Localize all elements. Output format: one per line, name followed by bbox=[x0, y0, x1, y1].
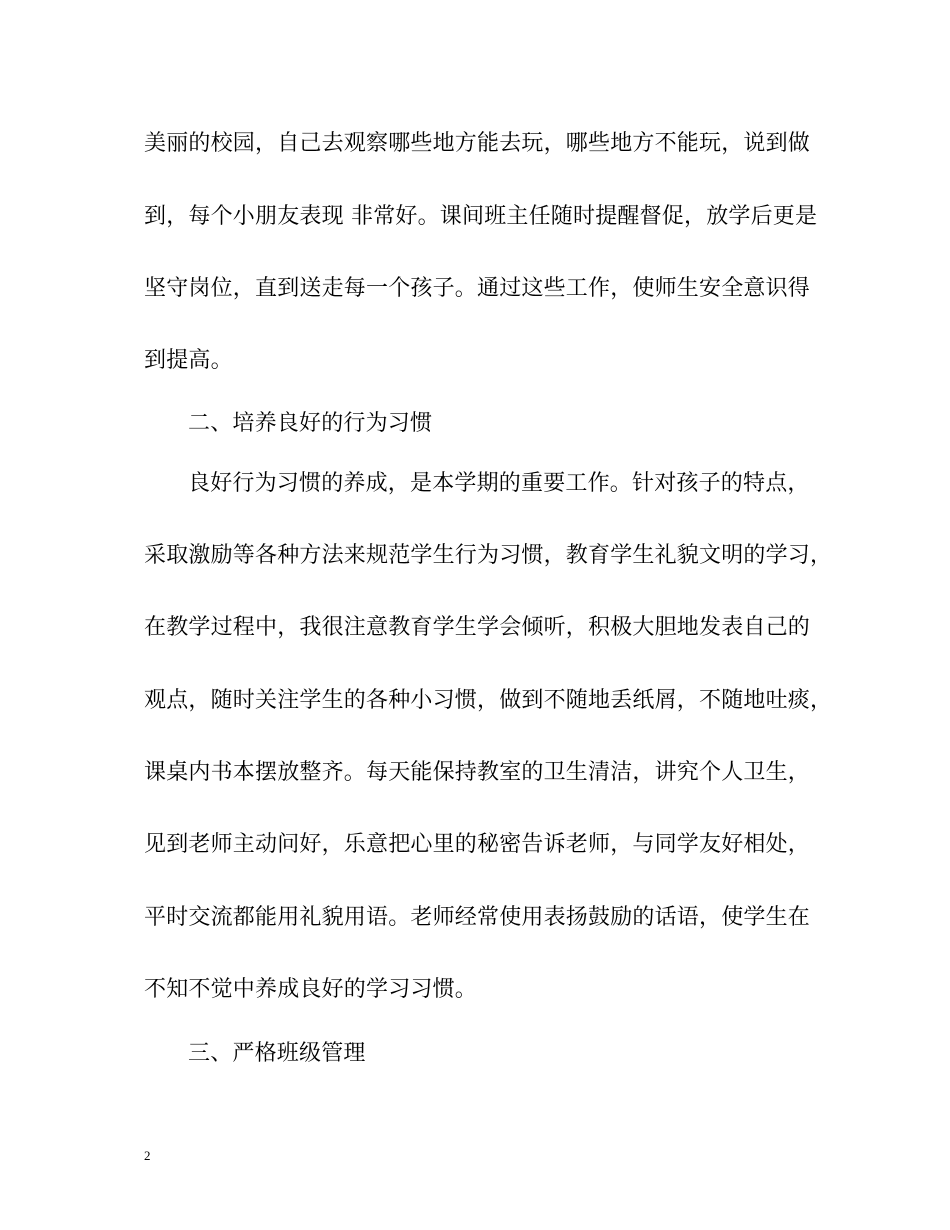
page-number: 2 bbox=[144, 1148, 151, 1163]
text-line: 课桌内书本摆放整齐。每天能保持教室的卫生清洁，讲究个人卫生， bbox=[144, 760, 811, 785]
text-line: 美丽的校园，自己去观察哪些地方能去玩，哪些地方不能玩，说到做 bbox=[144, 131, 811, 156]
section-heading: 三、严格班级管理 bbox=[188, 1041, 366, 1066]
text-line: 到提高。 bbox=[144, 348, 233, 373]
text-line: 良好行为习惯的养成，是本学期的重要工作。针对孩子的特点， bbox=[188, 471, 810, 496]
text-line: 平时交流都能用礼貌用语。老师经常使用表扬鼓励的话语，使学生在 bbox=[144, 905, 811, 930]
text-line: 不知不觉中养成良好的学习习惯。 bbox=[144, 977, 478, 1002]
text-line: 到，每个小朋友表现 非常好。课间班主任随时提醒督促，放学后更是 bbox=[144, 204, 818, 229]
text-line: 采取激励等各种方法来规范学生行为习惯，教育学生礼貌文明的学习， bbox=[144, 543, 833, 568]
text-line: 在教学过程中，我很注意教育学生学会倾听，积极大胆地发表自己的 bbox=[144, 615, 811, 640]
text-line: 坚守岗位，直到送走每一个孩子。通过这些工作，使师生安全意识得 bbox=[144, 276, 811, 301]
text-line: 观点，随时关注学生的各种小习惯，做到不随地丢纸屑，不随地吐痰， bbox=[144, 688, 833, 713]
text-line: 见到老师主动问好，乐意把心里的秘密告诉老师，与同学友好相处， bbox=[144, 832, 811, 857]
section-heading: 二、培养良好的行为习惯 bbox=[188, 411, 433, 436]
